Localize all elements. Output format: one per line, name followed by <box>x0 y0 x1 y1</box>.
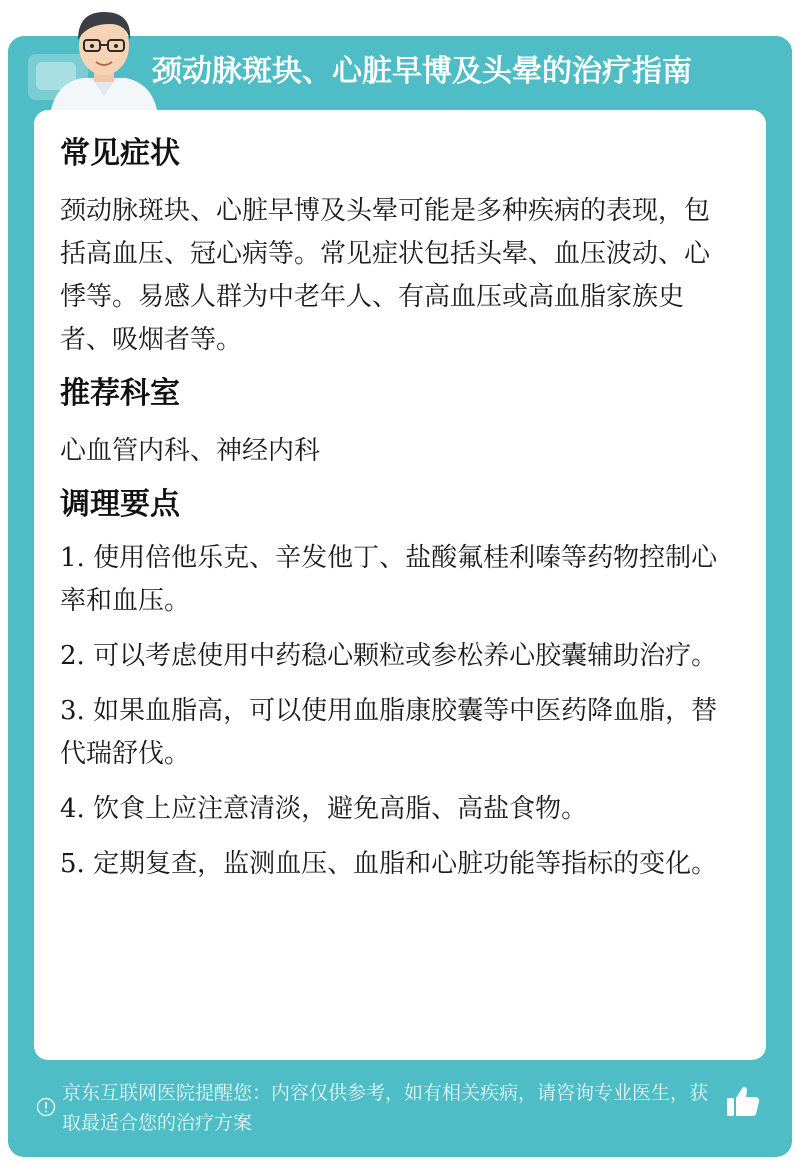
care-item-text: 定期复查，监测血压、血脂和心脏功能等指标的变化。 <box>93 849 718 879</box>
care-item-1 <box>60 537 730 623</box>
care-item-number: 3. <box>60 696 85 726</box>
symptoms-heading: 常见症状 <box>60 136 180 171</box>
care-item-number: 5. <box>60 849 85 879</box>
care-item-4 <box>60 788 730 831</box>
care-item-number: 1. <box>60 543 85 573</box>
care-item-3 <box>60 690 730 776</box>
care-item-text: 使用倍他乐克、辛发他丁、盐酸氟桂利嗪等药物控制心率和血压。 <box>60 543 718 616</box>
thumbs-up-icon[interactable] <box>724 1082 762 1120</box>
footer-disclaimer: 京东互联网医院提醒您：内容仅供参考，如有相关疾病，请咨询专业医生，获取最适合您的治疗方案 <box>62 1082 709 1134</box>
content-body <box>60 132 730 898</box>
care-item-text: 可以考虑使用中药稳心颗粒或参松养心胶囊辅助治疗。 <box>93 641 718 671</box>
care-item-text: 饮食上应注意清淡，避免高脂、高盐食物。 <box>93 794 588 824</box>
info-icon <box>36 1097 56 1117</box>
content-card <box>34 110 766 1060</box>
care-item-2 <box>60 635 730 678</box>
department-heading: 推荐科室 <box>60 376 180 411</box>
page-title: 颈动脉斑块、心脏早博及头晕的治疗指南 <box>152 54 692 89</box>
care-item-number: 2. <box>60 641 85 671</box>
care-item-text: 如果血脂高，可以使用血脂康胶囊等中医药降血脂，替代瑞舒伐。 <box>60 696 718 769</box>
care-heading: 调理要点 <box>60 487 180 522</box>
care-list <box>60 537 730 886</box>
doctor-avatar-icon <box>44 0 164 116</box>
symptoms-text: 颈动脉斑块、心脏早博及头晕可能是多种疾病的表现，包括高血压、冠心病等。常见症状包括头晕、血压波动、心悸等。易感人群为中老年人、有高血压或高血脂家族史者、吸烟者等。 <box>60 196 711 355</box>
care-item-5 <box>60 843 730 886</box>
department-text: 心血管内科、神经内科 <box>60 436 321 466</box>
care-item-number: 4. <box>60 794 85 824</box>
